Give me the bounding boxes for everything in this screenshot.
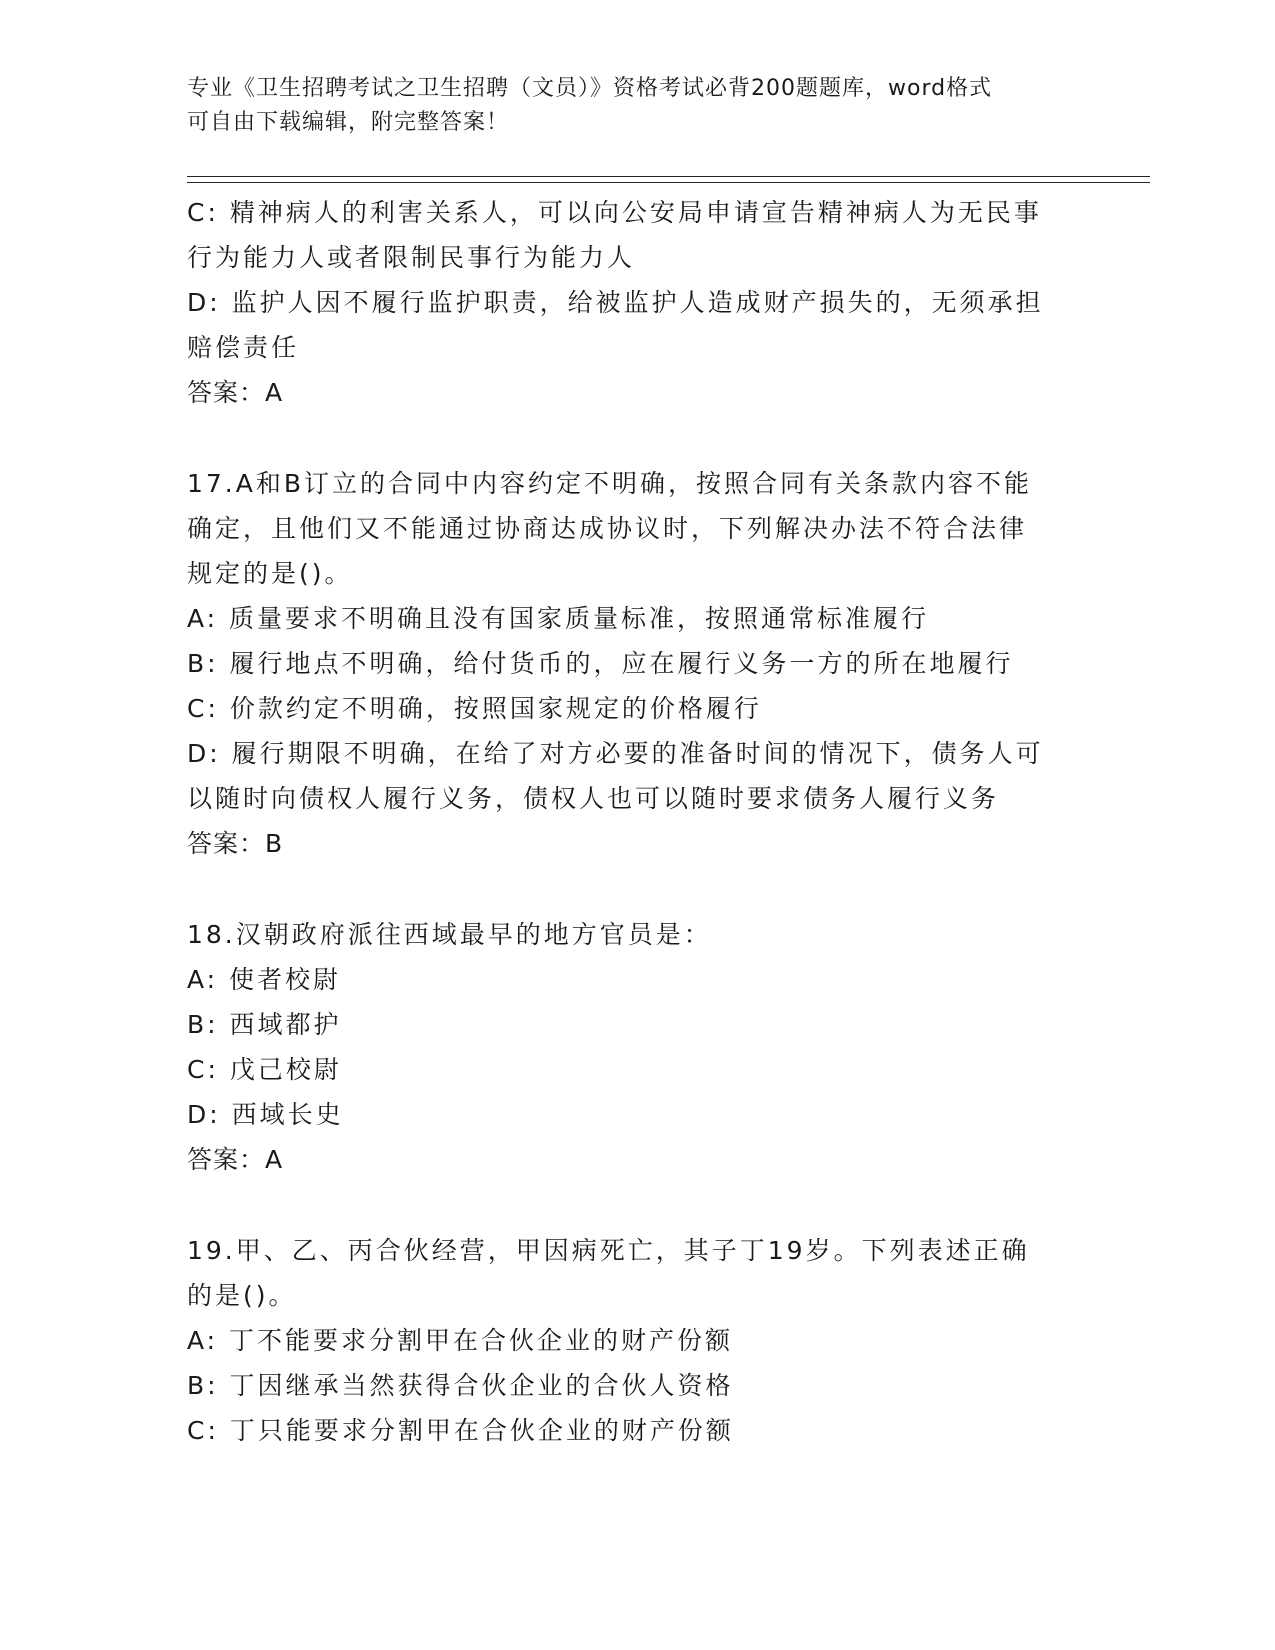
question-18 xyxy=(187,912,1087,1182)
option-c-line: C: 丁只能要求分割甲在合伙企业的财产份额 xyxy=(187,1416,734,1445)
option-c-line: C: 精神病人的利害关系人，可以向公安局申请宣告精神病人为无民事 xyxy=(187,198,1042,227)
question-stem-line: 确定，且他们又不能通过协商达成协议时，下列解决办法不符合法律 xyxy=(187,514,1028,543)
question-stem-line: 18.汉朝政府派往西域最早的地方官员是： xyxy=(187,920,712,949)
option-a-line: A: 使者校尉 xyxy=(187,965,342,994)
header-rule-top xyxy=(187,176,1150,177)
question-spacer xyxy=(187,1182,1087,1228)
option-d-line: D: 监护人因不履行监护职责，给被监护人造成财产损失的，无须承担 xyxy=(187,288,1044,317)
option-b-line: B: 西域都护 xyxy=(187,1010,342,1039)
option-a-line: A: 丁不能要求分割甲在合伙企业的财产份额 xyxy=(187,1326,734,1355)
question-stem-line: 规定的是()。 xyxy=(187,559,353,588)
option-c-line: C: 戊己校尉 xyxy=(187,1055,342,1084)
header-rule-bottom xyxy=(187,182,1150,183)
option-b-line: B: 丁因继承当然获得合伙企业的合伙人资格 xyxy=(187,1371,734,1400)
option-d-line: D: 履行期限不明确，在给了对方必要的准备时间的情况下，债务人可 xyxy=(187,739,1044,768)
option-d-line: D: 西域长史 xyxy=(187,1100,344,1129)
question-17 xyxy=(187,461,1087,866)
question-spacer xyxy=(187,415,1087,461)
question-stem-line: 19.甲、乙、丙合伙经营，甲因病死亡，其子丁19岁。下列表述正确 xyxy=(187,1236,1030,1265)
document-body xyxy=(187,190,1087,1453)
option-d-line: 赔偿责任 xyxy=(187,333,300,362)
header-title-line: 专业《卫生招聘考试之卫生招聘（文员）》资格考试必背200题题库，word格式 xyxy=(187,76,993,101)
answer-line: 答案：B xyxy=(187,829,284,858)
option-b-line: B: 履行地点不明确，给付货币的，应在履行义务一方的所在地履行 xyxy=(187,649,1014,678)
option-c-line: 行为能力人或者限制民事行为能力人 xyxy=(187,243,636,272)
question-stem-line: 的是()。 xyxy=(187,1281,297,1310)
answer-line: 答案：A xyxy=(187,378,284,407)
question-spacer xyxy=(187,866,1087,912)
option-d-line: 以随时向债权人履行义务，债权人也可以随时要求债务人履行义务 xyxy=(187,784,1000,813)
option-c-line: C: 价款约定不明确，按照国家规定的价格履行 xyxy=(187,694,762,723)
question-16-continued xyxy=(187,190,1087,415)
option-a-line: A: 质量要求不明确且没有国家质量标准，按照通常标准履行 xyxy=(187,604,930,633)
header-subtitle-line: 可自由下载编辑，附完整答案！ xyxy=(187,110,510,135)
document-header xyxy=(187,72,1087,140)
answer-line: 答案：A xyxy=(187,1145,284,1174)
question-stem-line: 17.A和B订立的合同中内容约定不明确，按照合同有关条款内容不能 xyxy=(187,469,1033,498)
question-19 xyxy=(187,1228,1087,1453)
